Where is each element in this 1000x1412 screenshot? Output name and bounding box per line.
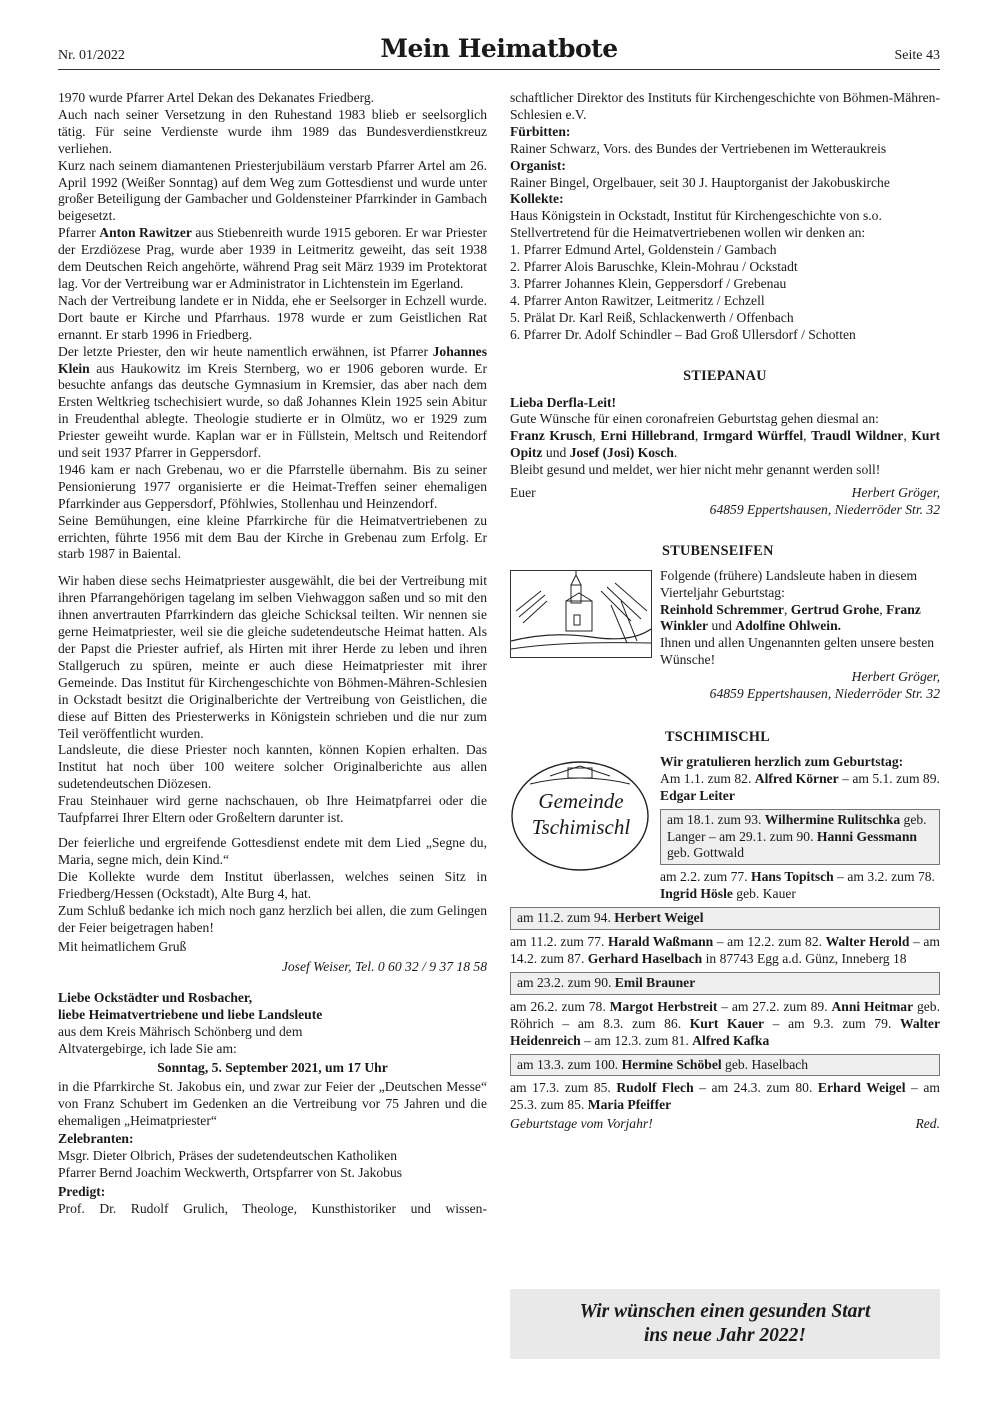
birthday-entry: am 2.2. zum 77. Hans Topitsch – am 3.2. zum 78. Ingrid Hösle geb. Kauer <box>660 869 935 902</box>
list-item: 6. Pfarrer Dr. Adolf Schindler – Bad Groß Ullersdorf / Schotten <box>510 326 856 342</box>
paragraph: Stellvertretend für die Heimatvertriebenen wollen wir denken an: <box>510 225 866 241</box>
paragraph: Rainer Bingel, Orgelbauer, seit 30 J. Hauptorganist der Jakobuskirche <box>510 174 890 190</box>
paragraph: Landsleute, die diese Priester noch kannten, können Kopien erhalten. Das Institut hat noch über 100 weitere solcher Originalberichte aus allen sudetendeutschen Diözesen. <box>58 742 487 792</box>
paragraph: Der letzte Priester, den wir heute namentlich erwähnen, ist Pfarrer Johannes Klein aus Haukowitz im Kreis Sternberg, wo er 1906 geboren wurde. Er besuchte anfangs das deutsche Gymnasium in Kremsier, das aber nach dem Ersten Weltkrieg tschechisiert wurde, so daß Johannes Klein 1925 sein Abitur in Freudenthal ablegte. Theologie studierte er in Olmütz, wo er 1929 zum Priester geweiht wurde. Kaplan war er in Füllstein, Meltsch und Reitendorf und seit 1937 Pfarrer in Geppersdorf. <box>58 343 487 461</box>
paragraph: Ihnen und allen Ungenannten gelten unsere besten Wünsche! <box>660 635 935 668</box>
new-year-banner <box>510 1289 940 1359</box>
paragraph: Wir haben diese sechs Heimatpriester ausgewählt, die bei der Vertreibung mit ihren Pfarrangehörigen tagelang im selben Viehwaggon saßen und so mit den ihnen anvertrauten Pfarrkindern das gleiche Schicksal teilten. Wir nennen sie gerne Heimatpriester, weil sie die gleiche sudetendeutsche Heimat hatten. Als der Papst die Priester aufrief, als Hirten mit ihrer Herde zu leben und ihren Stallgeruch zu spüren, meinte er auch diese Heimatpriester mit ihrer Gemeinde. Das Institut für Kirchengeschichte von Böhmen-Mähren-Schlesien in Ockstadt besitzt die Originalberichte der Vertreibung von Geistlichen, die diese auf Bitten des Priesterwerks in Königstein schrieben und die nur zum Teil veröffentlicht wurden. <box>58 573 487 741</box>
page-header <box>58 34 940 70</box>
banner-line: Wir wünschen einen gesunden Start <box>579 1301 871 1322</box>
masthead-title: Mein Heimatbote <box>380 34 618 63</box>
celebrant: Msgr. Dieter Olbrich, Präses der sudetendeutschen Katholiken <box>58 1148 398 1164</box>
paragraph: Der feierliche und ergreifende Gottesdienst endete mit dem Lied „Segne du, Maria, segne mich, dein Kind.“ <box>58 834 487 867</box>
signature-address: 64859 Eppertshausen, Niederröder Str. 32 <box>709 501 940 517</box>
paragraph: Kurz nach seinem diamantenen Priesterjubiläum verstarb Pfarrer Artel am 26. April 1992 (Weißer Sonntag) auf dem Weg zum Gottesdienst und wurde unter großer Beteiligung der Gambacher und Goldensteiner Pfarrkinder in Gambach beigesetzt. <box>58 157 487 224</box>
paragraph: schaftlicher Direktor des Instituts für Kirchengeschichte von Böhmen-Mähren-Schlesien e.V. <box>510 90 940 122</box>
section-label: Organist: <box>510 157 566 173</box>
section-heading: STIEPANAU <box>683 367 767 384</box>
paragraph: 1970 wurde Pfarrer Artel Dekan des Dekanates Friedberg. <box>58 90 375 105</box>
priest-name: Anton Rawitzer <box>99 225 192 241</box>
paragraph: 1946 kam er nach Grebenau, wo er die Pfarrstelle übernahm. Bis zu seiner Pensionierung 1977 organisierte er die Heimat-Treffen seiner ehemaligen Pfarrkinder aus Geppersdorf, Pföhlwies, Stollenhau und Heinzendorf. <box>58 461 487 511</box>
signature: Herbert Gröger, <box>851 485 940 501</box>
list-item: 5. Prälat Dr. Karl Reiß, Schlackenwerth / Offenbach <box>510 309 794 325</box>
highlight-box: am 11.2. zum 94. Herbert Weigel <box>510 907 940 930</box>
paragraph: Reinhold Schremmer, Gertrud Grohe, Franz Winkler und Adolfine Ohlwein. <box>660 601 921 634</box>
signature-address: 64859 Eppertshausen, Niederröder Str. 32 <box>709 686 940 702</box>
banner-line: ins neue Jahr 2022! <box>644 1325 806 1346</box>
village-church-illustration <box>510 570 652 658</box>
paragraph: Franz Krusch, Erni Hillebrand, Irmgard Würffel, Traudl Wildner, Kurt Opitz und Josef (Josi) Kosch. <box>510 428 941 461</box>
paragraph: Folgende (frühere) Landsleute haben in diesem Vierteljahr Geburtstag: <box>660 567 918 600</box>
paragraph: Bleibt gesund und meldet, wer hier nicht mehr genannt werden soll! <box>510 462 881 478</box>
header-rule <box>58 69 940 70</box>
signature: Herbert Gröger, <box>851 669 940 685</box>
right-column <box>510 90 940 1133</box>
paragraph: Rainer Schwarz, Vors. des Bundes der Vertriebenen im Wetteraukreis <box>510 140 887 156</box>
section-label: Zelebranten: <box>58 1131 134 1147</box>
note: Geburtstage vom Vorjahr! <box>510 1116 653 1132</box>
issue-number: Nr. 01/2022 <box>58 48 125 63</box>
section-label: Predigt: <box>58 1184 106 1200</box>
greeting: Lieba Derfla-Leit! <box>510 394 617 410</box>
invitation-heading: Liebe Ockstädter und Rosbacher, <box>58 990 253 1006</box>
paragraph: Die Kollekte wurde dem Institut überlassen, welches seinen Sitz in Friedberg/Hessen (Ockstadt), Alte Burg 4, hat. <box>58 868 487 901</box>
paragraph: Pfarrer Anton Rawitzer aus Stiebenreith wurde 1915 geboren. Er war Priester der Erzdiözese Prag, wurde aber 1939 in Leitmeritz geweiht, das seit 1938 dem Deutschen Reich angehörte, während Prag seit März 1939 im Protektorat lag. Vor der Vertreibung war er Administrator in Lichtenstein im Egerland. <box>58 225 487 291</box>
closing-greeting: Mit heimatlichem Gruß <box>58 939 187 955</box>
priest-name: Johannes Klein <box>58 343 487 376</box>
highlight-box: am 18.1. zum 93. Wilhermine Rulitschka geb. Langer – am 29.1. zum 90. Hanni Gessmann geb. Gottwald <box>660 809 940 866</box>
page-number: Seite 43 <box>894 48 940 63</box>
section-heading: STUBENSEIFEN <box>662 542 774 559</box>
editor-mark: Red. <box>915 1116 940 1132</box>
tschimischl-logo <box>510 754 652 872</box>
birthday-entry: Am 1.1. zum 82. Alfred Körner – am 5.1. zum 89. Edgar Leiter <box>660 770 940 803</box>
invitation-heading: liebe Heimatvertriebene und liebe Landsleute <box>58 1007 323 1023</box>
section-label: Kollekte: <box>510 191 564 207</box>
paragraph: Frau Steinhauer wird gerne nachschauen, ob Ihre Heimatpfarrei oder die Taufpfarrei Ihrer Eltern oder Großeltern darunter ist. <box>58 793 487 826</box>
list-item: 4. Pfarrer Anton Rawitzer, Leitmeritz / Echzell <box>510 292 765 308</box>
highlight-box: am 13.3. zum 100. Hermine Schöbel geb. Haselbach <box>510 1054 940 1077</box>
celebrant: Pfarrer Bernd Joachim Weckwerth, Ortspfarrer von St. Jakobus <box>58 1165 403 1181</box>
paragraph: Auch nach seiner Versetzung in den Ruhestand 1983 blieb er seelsorglich tätig. Für seine Verdienste wurde ihm 1989 das Bundesverdienstkreuz verliehen. <box>58 106 487 156</box>
paragraph: Gute Wünsche für einen coronafreien Geburtstag gehen diesmal an: <box>510 411 879 427</box>
birthday-entry: am 26.2. zum 78. Margot Herbstreit – am 27.2. zum 89. Anni Heitmar geb. Röhrich – am 8.3. zum 86. Kurt Kauer – am 9.3. zum 79. Walter Heidenreich – am 12.3. zum 81. Alfred Kafka <box>510 998 940 1048</box>
paragraph: in die Pfarrkirche St. Jakobus ein, und zwar zur Feier der „Deutschen Messe“ von Franz Schubert im Gedenken an die Vertreibung vor 75 Jahren und die ehemaligen „Heimatpriester“ <box>58 1078 487 1128</box>
list-item: 3. Pfarrer Johannes Klein, Geppersdorf / Grebenau <box>510 275 787 291</box>
logo-text: Gemeinde Tschimischl <box>531 788 631 839</box>
paragraph: aus dem Kreis Mährisch Schönberg und dem Altvatergebirge, ich lade Sie am: <box>58 1024 303 1056</box>
paragraph: Haus Königstein in Ockstadt, Institut für Kirchengeschichte von s.o. <box>510 208 882 224</box>
list-item: 1. Pfarrer Edmund Artel, Goldenstein / Gambach <box>510 242 777 258</box>
greeting: Wir gratulieren herzlich zum Geburtstag: <box>660 753 904 769</box>
paragraph: Euer <box>510 485 536 501</box>
preacher: Prof. Dr. Rudolf Grulich, Theologe, Kunsthistoriker und wissen- <box>58 1201 487 1217</box>
list-item: 2. Pfarrer Alois Baruschke, Klein-Mohrau / Ockstadt <box>510 259 798 275</box>
paragraph: Nach der Vertreibung landete er in Nidda, ehe er Seelsorger in Echzell wurde. Dort baute er Kirche und Pfarrhaus. 1978 wurde er zum Geistlichen Rat ernannt. Er starb 1996 in Friedberg. <box>58 292 487 342</box>
section-label: Fürbitten: <box>510 123 571 139</box>
paragraph: Zum Schluß bedanke ich mich noch ganz herzlich bei allen, die zum Gelingen der Feier beigetragen haben! <box>58 902 487 935</box>
signature: Josef Weiser, Tel. 0 60 32 / 9 37 18 58 <box>281 959 487 975</box>
left-column <box>58 90 487 1218</box>
paragraph: Seine Bemühungen, eine kleine Pfarrkirche für die Heimatvertriebenen zu errichten, führte 1956 mit dem Bau der Kirche in Grebenau zum Erfolg. Er starb 1987 in Baiental. <box>58 512 487 562</box>
birthday-entry: am 17.3. zum 85. Rudolf Flech – am 24.3. zum 80. Erhard Weigel – am 25.3. zum 85. Maria Pfeiffer <box>510 1080 940 1113</box>
highlight-box: am 23.2. zum 90. Emil Brauner <box>510 972 940 995</box>
section-heading: TSCHIMISCHL <box>665 729 771 745</box>
birthday-entry: am 11.2. zum 77. Harald Waßmann – am 12.2. zum 82. Walter Herold – am 14.2. zum 87. Gerhard Haselbach in 87743 Egg a.d. Günz, Inneberg 18 <box>510 934 940 966</box>
event-date: Sonntag, 5. September 2021, um 17 Uhr <box>157 1059 388 1075</box>
